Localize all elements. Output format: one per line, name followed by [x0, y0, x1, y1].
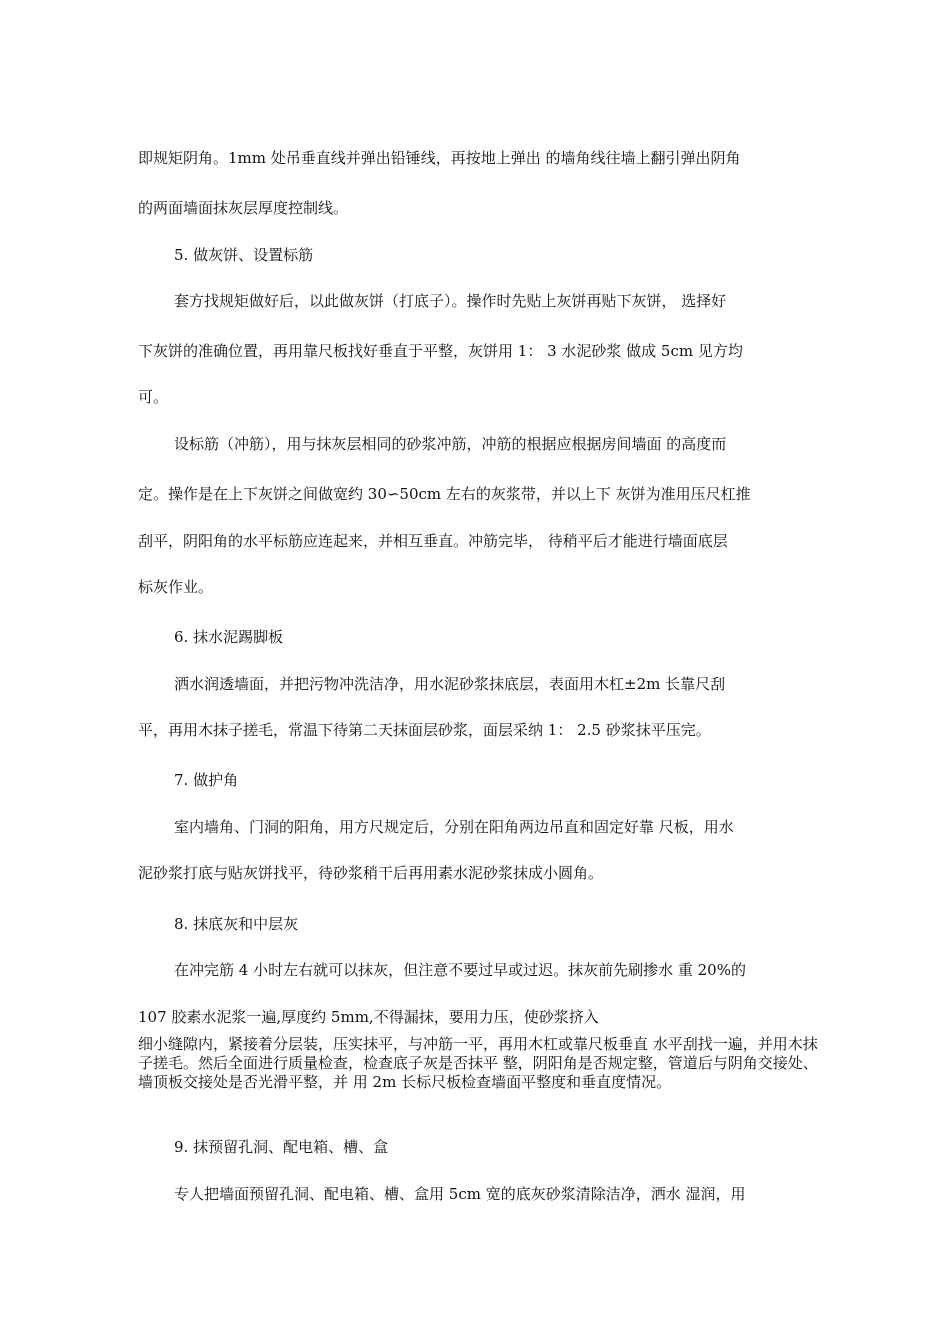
text-line: 的两面墙面抹灰层厚度控制线。 — [138, 199, 349, 217]
text-line: 套方找规矩做好后，以此做灰饼（打底子）。操作时先贴上灰饼再贴下灰饼， 选择好 — [174, 292, 727, 310]
section-heading: 6. 抹水泥踢脚板 — [174, 628, 284, 646]
text-line: 在冲完筋 4 小时左右就可以抹灰，但注意不要过早或过迟。抹灰前先刷掺水 重 20%的 — [174, 961, 746, 979]
text-line: 专人把墙面预留孔洞、配电箱、槽、盒用 5cm 宽的底灰砂浆清除洁净，洒水 湿润，用 — [174, 1185, 746, 1203]
text-line: 107 胶素水泥浆一遍,厚度约 5mm,不得漏抹，要用力压，使砂浆挤入 — [138, 1008, 599, 1026]
text-line: 室内墙角、门洞的阳角，用方尺规定后，分别在阳角两边吊直和固定好靠 尺板，用水 — [174, 818, 734, 836]
section-heading: 9. 抹预留孔洞、配电箱、槽、盒 — [174, 1138, 389, 1156]
text-line: 即规矩阴角。1mm 处吊垂直线并弹出铅锤线，再按地上弹出 的墙角线往墙上翻引弹出阴角 — [138, 149, 741, 167]
text-line: 定。操作是在上下灰饼之间做宽约 30∽50cm 左右的灰浆带，并以上下 灰饼为准用压尺杠推 — [138, 485, 751, 503]
section-heading: 8. 抹底灰和中层灰 — [174, 915, 299, 933]
text-line: 设标筋（冲筋），用与抹灰层相同的砂浆冲筋，冲筋的根据应根据房间墙面 的高度而 — [174, 435, 727, 453]
dense-paragraph: 细小缝隙内，紧接着分层装，压实抹平，与冲筋一平，再用木杠或靠尺板垂直 水平刮找一遍，并用木抹子搓毛。然后全面进行质量检查，检查底子灰是否抹平 整，阴阳角是否规定整，管道后与阴角交接处、墙顶板交接处是否光滑平整，并 用 2m 长标尺板检查墙面平整度和垂直度情况。 — [138, 1035, 818, 1091]
section-heading: 7. 做护角 — [174, 771, 239, 789]
text-line: 刮平，阴阳角的水平标筋应连起来，并相互垂直。冲筋完毕， 待稍平后才能进行墙面底层 — [138, 532, 728, 550]
text-line: 下灰饼的准确位置，再用靠尺板找好垂直于平整，灰饼用 1： 3 水泥砂浆 做成 5cm 见方均 — [138, 342, 743, 360]
text-line: 泥砂浆打底与贴灰饼找平，待砂浆稍干后再用素水泥砂浆抹成小圆角。 — [138, 864, 604, 882]
text-line: 平，再用木抹子搓毛，常温下待第二天抹面层砂浆，面层采纳 1： 2.5 砂浆抹平压完。 — [138, 721, 711, 739]
text-line: 可。 — [138, 388, 169, 406]
text-line: 标灰作业。 — [138, 578, 214, 596]
section-heading: 5. 做灰饼、设置标筋 — [174, 246, 314, 264]
text-line: 洒水润透墙面，并把污物冲洗洁净，用水泥砂浆抹底层，表面用木杠±2m 长靠尺刮 — [174, 675, 726, 693]
